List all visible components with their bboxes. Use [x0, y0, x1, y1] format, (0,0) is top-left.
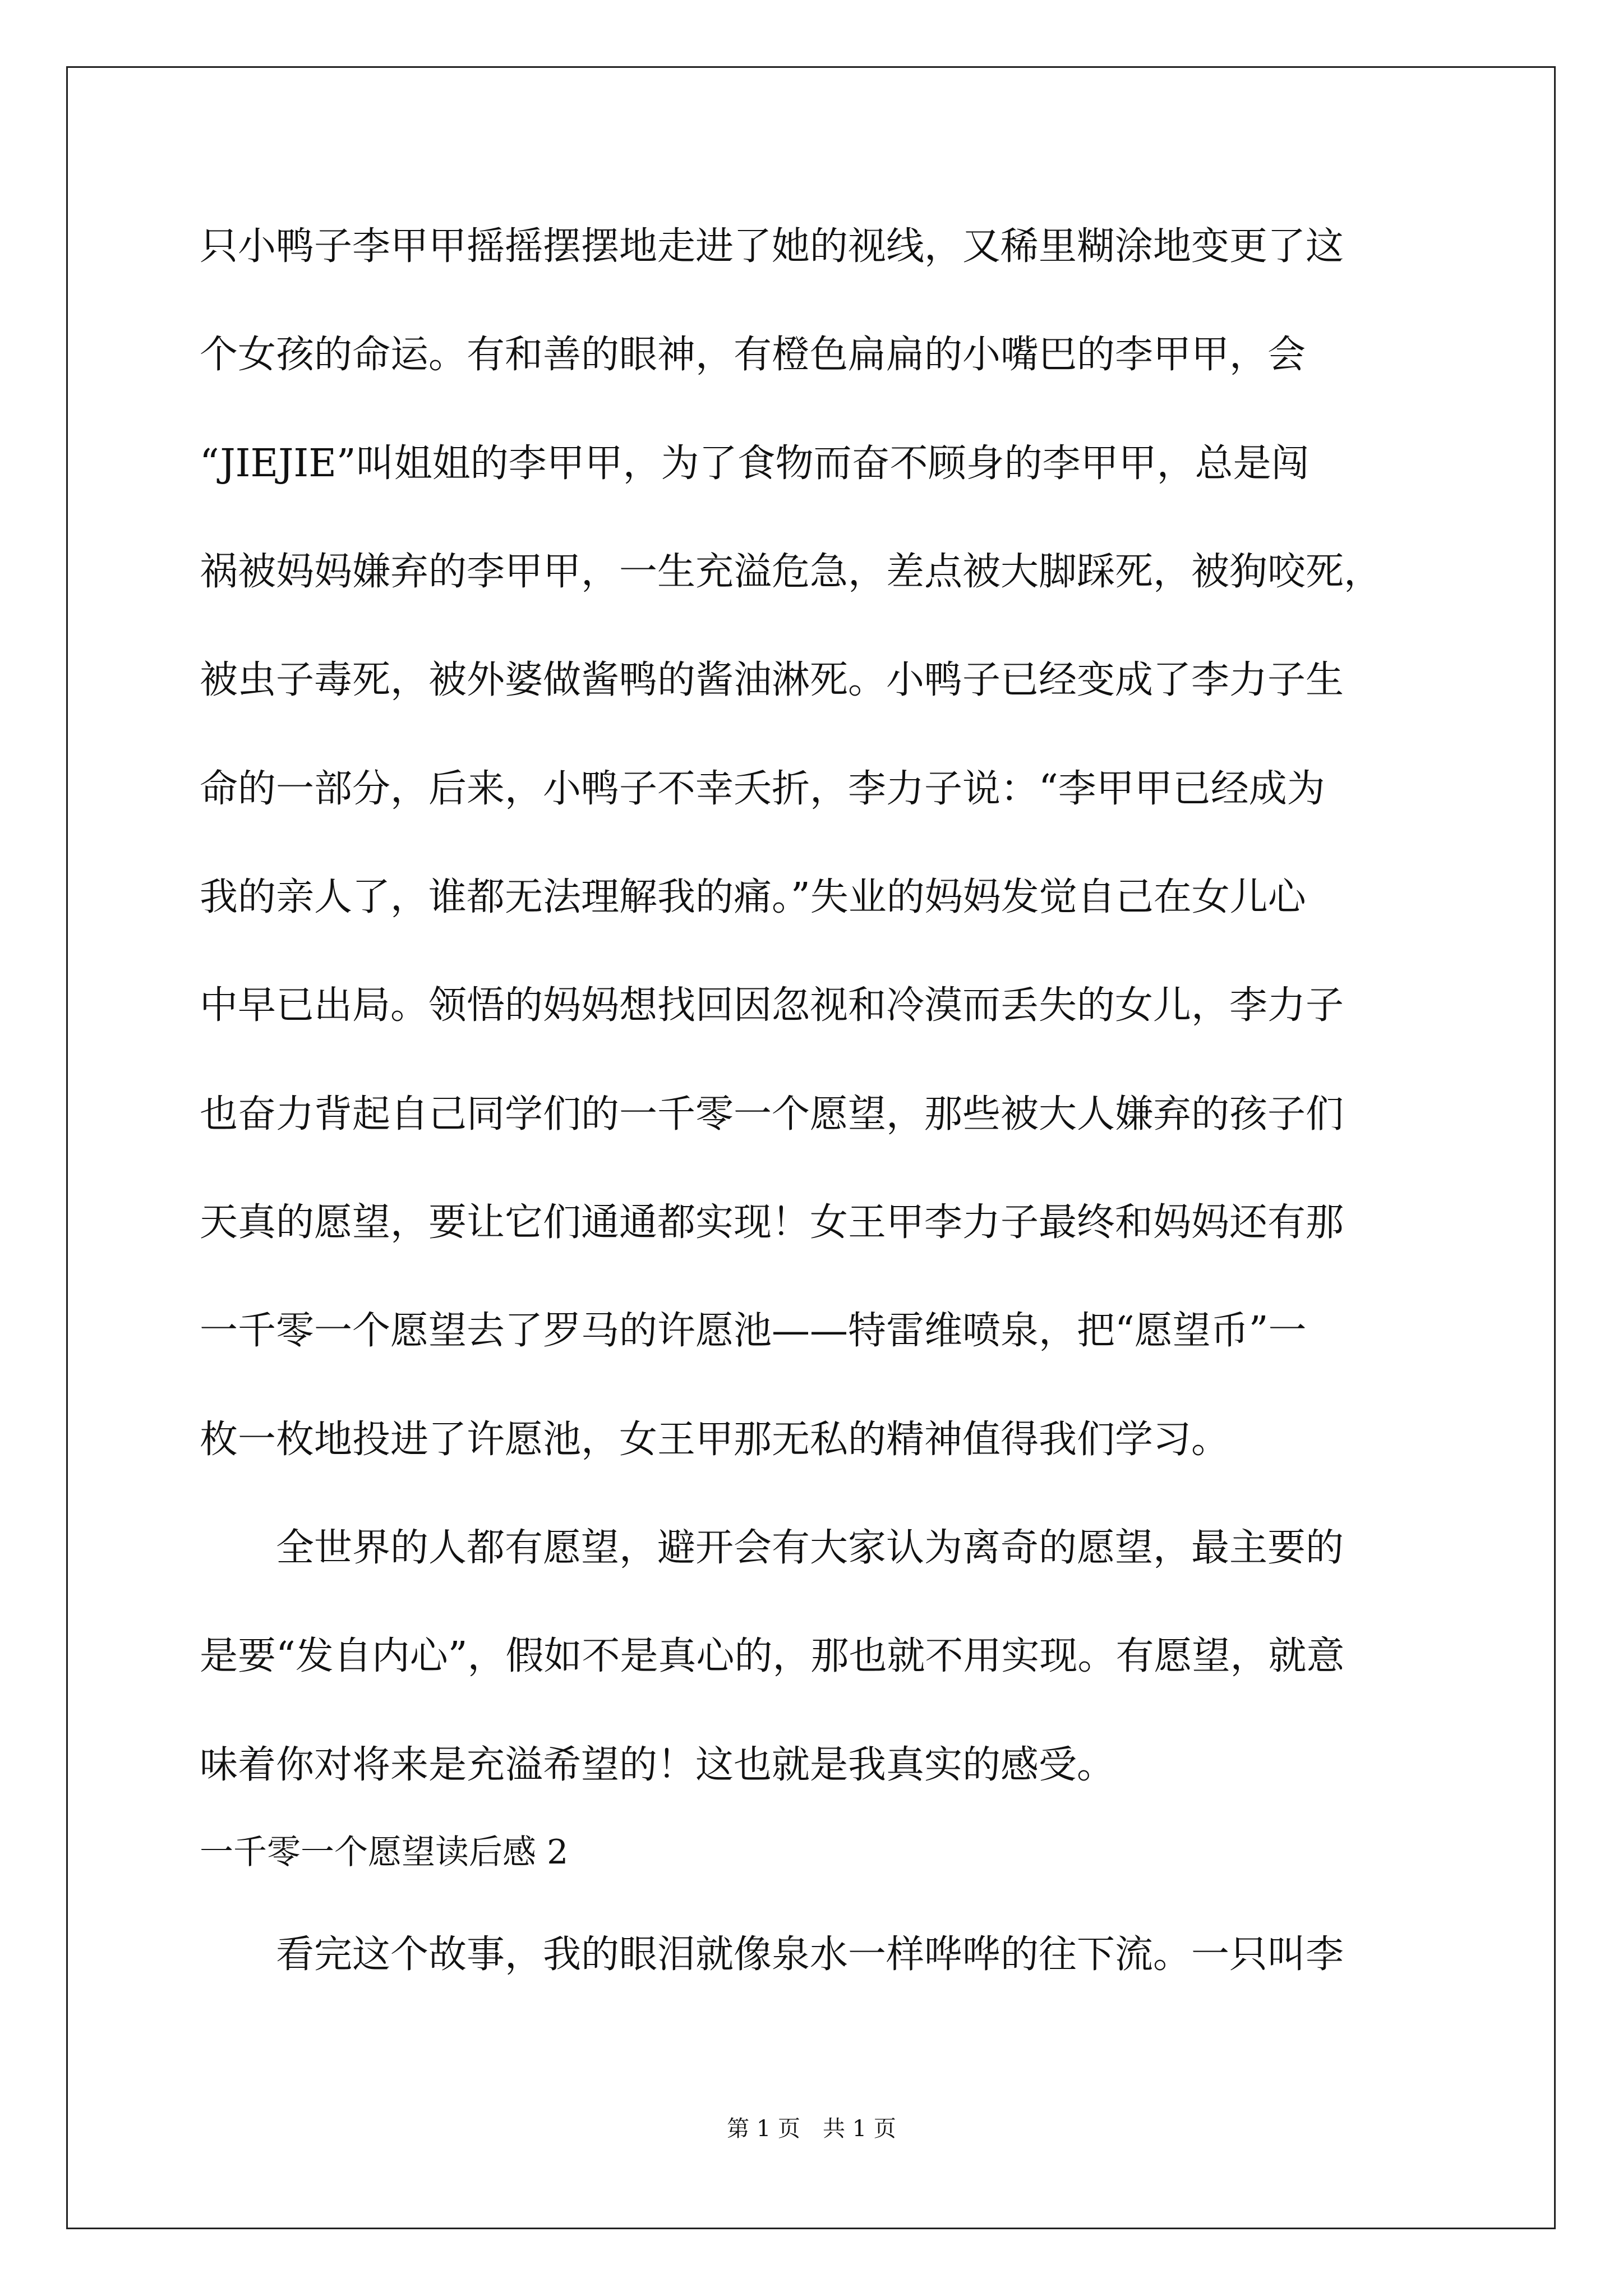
- text-line: 中早已出局。领悟的妈妈想找回因忽视和冷漠而丢失的女儿，李力子: [200, 983, 1344, 1028]
- page-footer: 第 1 页 共 1 页: [727, 2116, 896, 2142]
- text-line: 一千零一个愿望去了罗马的许愿池——特雷维喷泉，把“愿望币”一: [200, 1309, 1307, 1353]
- text-line: 被虫子毒死，被外婆做酱鸭的酱油淋死。小鸭子已经变成了李力子生: [200, 658, 1344, 702]
- text-line: 个女孩的命运。有和善的眼神，有橙色扁扁的小嘴巴的李甲甲，会: [200, 333, 1306, 377]
- text-line: 枚一枚地投进了许愿池，女王甲那无私的精神值得我们学习。: [200, 1418, 1230, 1462]
- section-heading: 一千零一个愿望读后感 2: [200, 1833, 569, 1872]
- text-line: 祸被妈妈嫌弃的李甲甲，一生充溢危急，差点被大脚踩死，被狗咬死，: [200, 550, 1382, 594]
- page-border: [66, 66, 1556, 2229]
- text-line: 我的亲人了，谁都无法理解我的痛。”失业的妈妈发觉自己在女儿心: [200, 875, 1306, 919]
- text-line: 是要“发自内心”，假如不是真心的，那也就不用实现。有愿望，就意: [200, 1634, 1345, 1678]
- text-line: 全世界的人都有愿望，避开会有大家认为离奇的愿望，最主要的: [200, 1526, 1344, 1570]
- text-line: 命的一部分，后来，小鸭子不幸夭折，李力子说：“李甲甲已经成为: [200, 767, 1325, 811]
- text-line: 看完这个故事，我的眼泪就像泉水一样哗哗的往下流。一只叫李: [200, 1932, 1344, 1977]
- text-line: 只小鸭子李甲甲摇摇摆摆地走进了她的视线，又稀里糊涂地变更了这: [200, 224, 1344, 269]
- text-line: 天真的愿望，要让它们通通都实现！女王甲李力子最终和妈妈还有那: [200, 1200, 1344, 1245]
- text-line: 味着你对将来是充溢希望的！这也就是我真实的感受。: [200, 1743, 1115, 1787]
- text-line: “JIEJIE”叫姐姐的李甲甲，为了食物而奋不顾身的李甲甲，总是闯: [200, 441, 1310, 486]
- text-line: 也奋力背起自己同学们的一千零一个愿望，那些被大人嫌弃的孩子们: [200, 1092, 1344, 1137]
